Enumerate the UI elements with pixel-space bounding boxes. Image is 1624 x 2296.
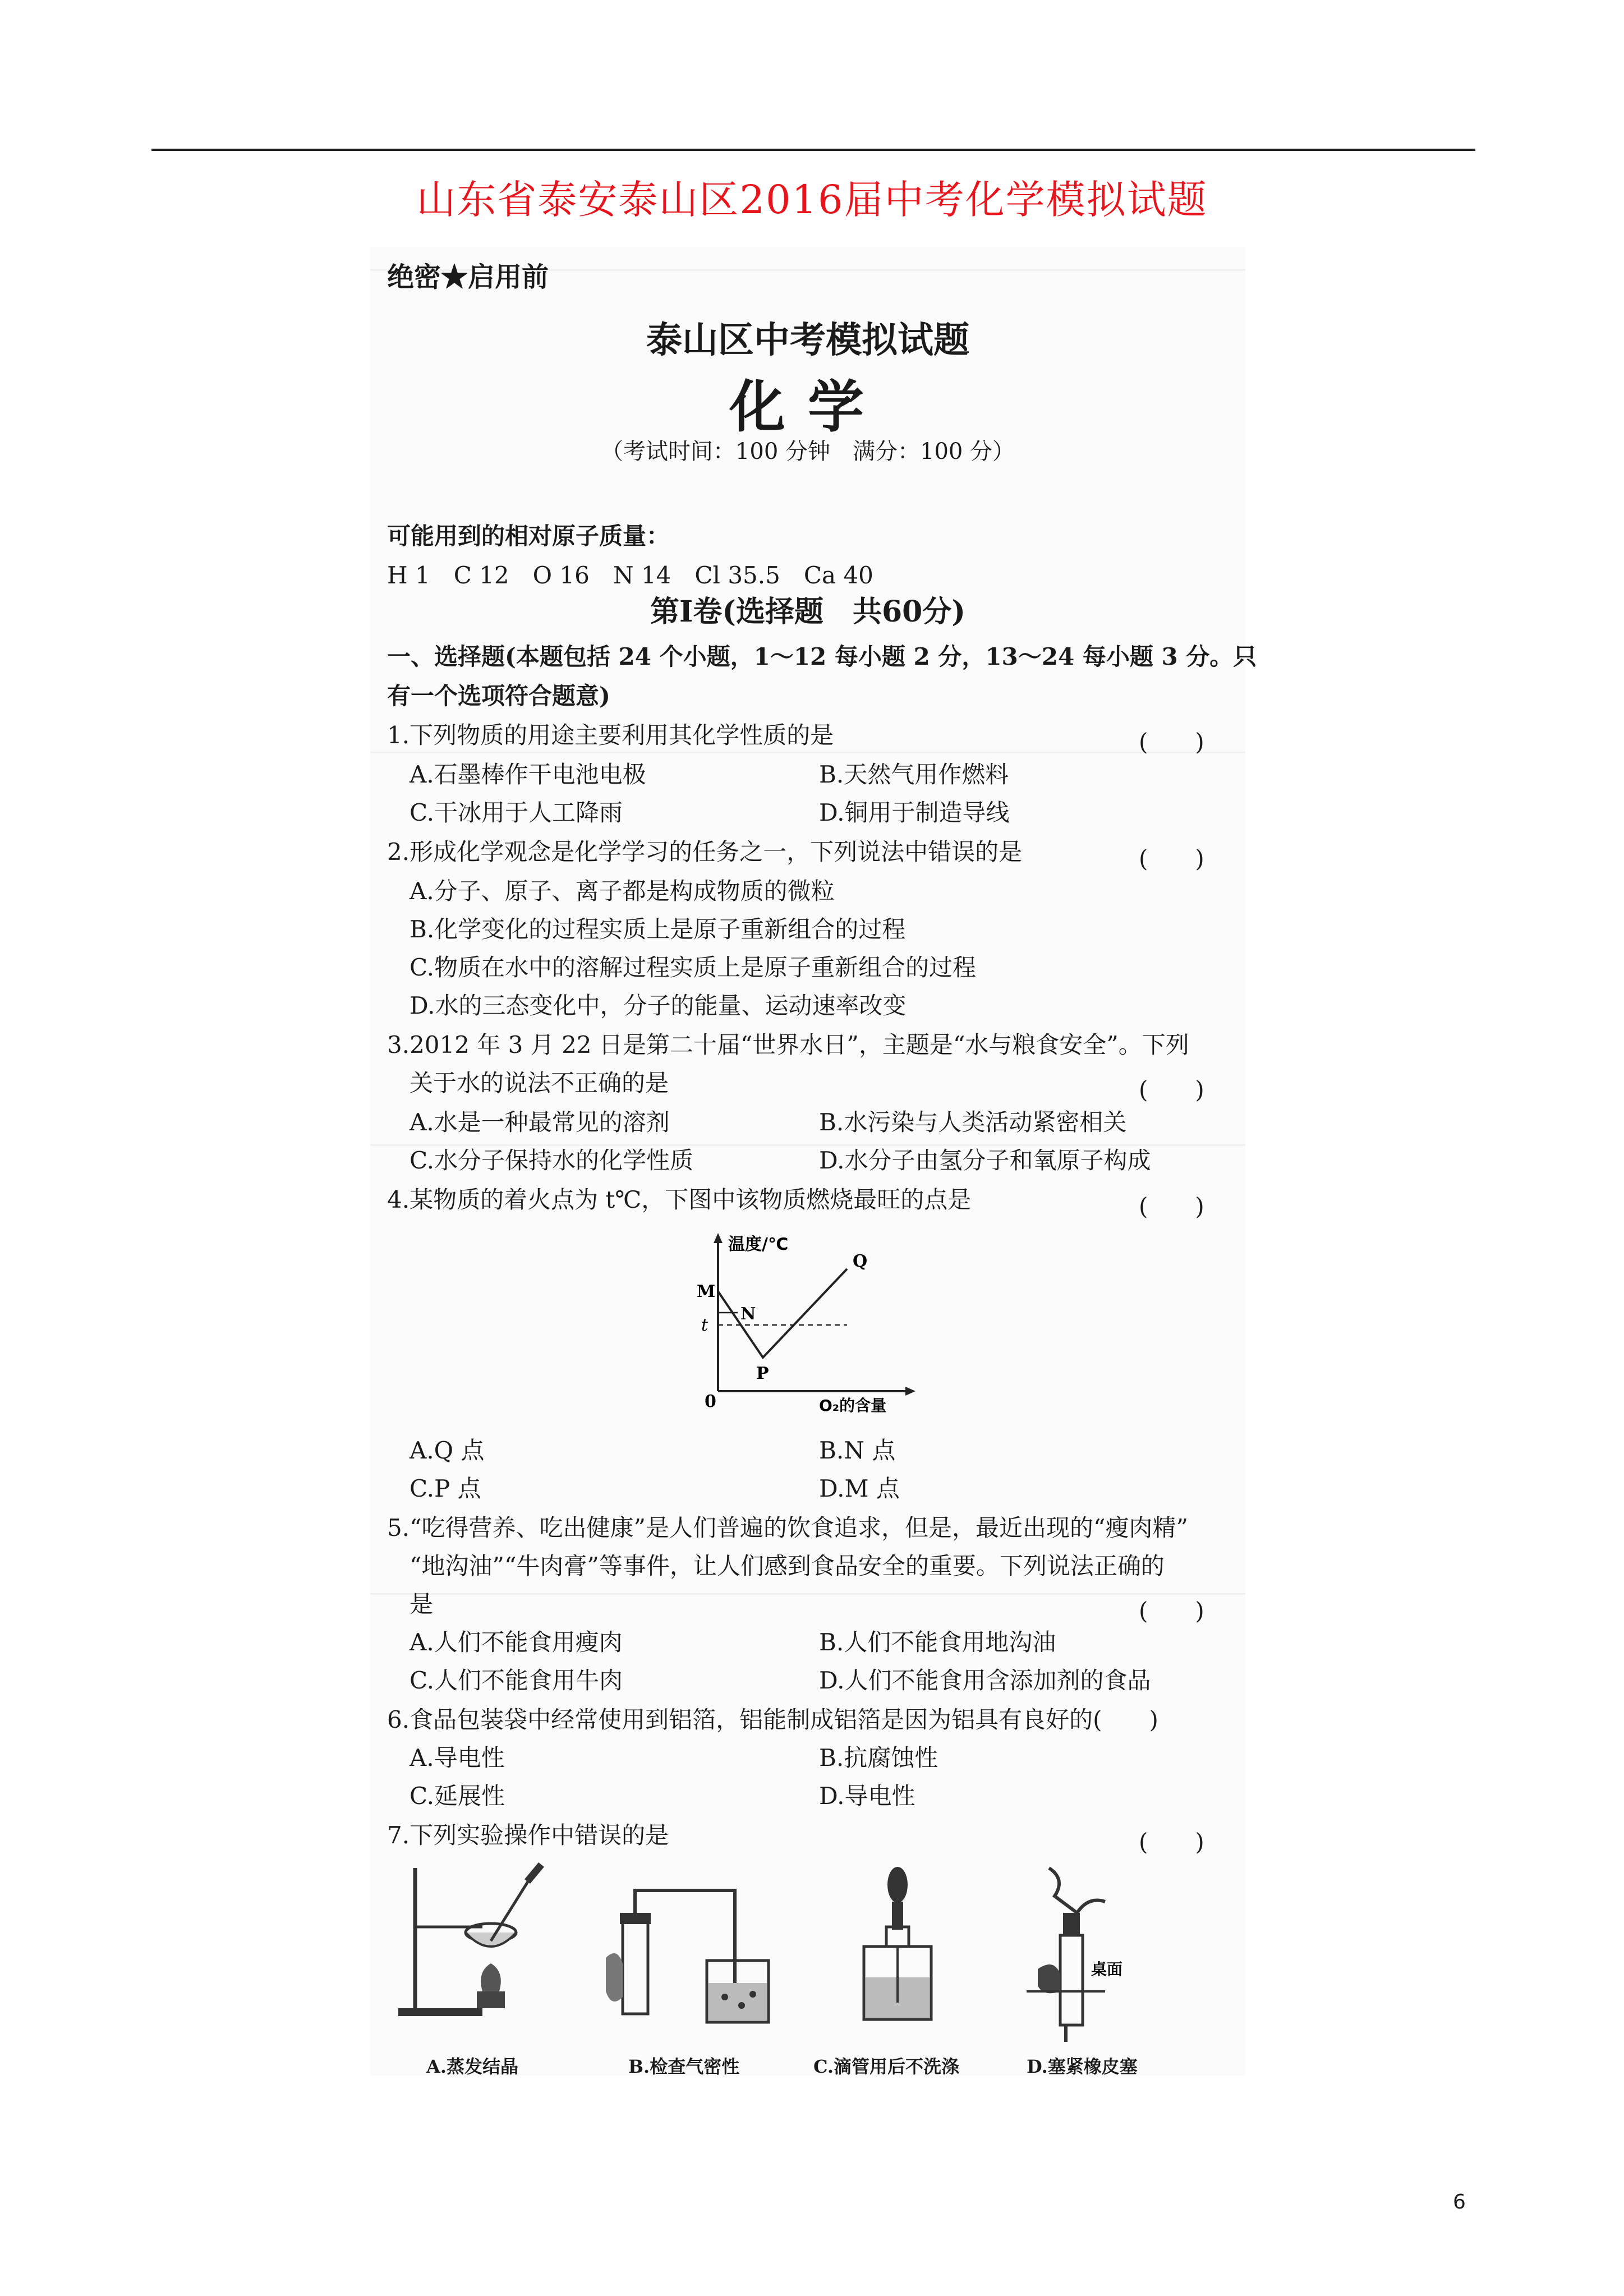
question-4-stem: 4.某物质的着火点为 t℃，下图中该物质燃烧最旺的点是 [387, 1186, 972, 1213]
answer-paren: ( ) [1139, 728, 1204, 756]
paper-title: 泰山区中考模拟试题 [646, 319, 969, 361]
question-1-stem: 1.下列物质的用途主要利用其化学性质的是 [387, 721, 834, 749]
q4-option-b: B.N 点 [819, 1437, 896, 1464]
point-m-label: M [697, 1282, 716, 1301]
q1-option-c: C.干冰用于人工降雨 [410, 799, 623, 826]
exam-info: （考试时间：100 分钟 满分：100 分） [600, 439, 1015, 464]
subject-title: 化学 [729, 374, 886, 440]
origin-label: 0 [705, 1392, 716, 1411]
q6-option-d: D.导电性 [819, 1782, 915, 1810]
instructions-line-2: 有一个选项符合题意) [387, 682, 610, 710]
answer-paren: ( ) [1139, 1828, 1204, 1856]
question-6-stem: 6.食品包装袋中经常使用到铝箔，铝能制成铝箔是因为铝具有良好的( ) [387, 1706, 1158, 1733]
q1-option-a: A.石墨棒作干电池电极 [410, 761, 646, 788]
q4-option-a: A.Q 点 [410, 1437, 485, 1464]
apparatus-c-dropper [813, 1862, 982, 2047]
apparatus-b-airtightness [595, 1862, 808, 2047]
caption-d: D.塞紧橡皮塞 [1027, 2056, 1138, 2077]
question-3-stem-line-1: 3.2012 年 3 月 22 日是第二十届“世界水日”，主题是“水与粮食安全”。下列 [387, 1031, 1189, 1059]
q2-option-b: B.化学变化的过程实质上是原子重新组合的过程 [410, 915, 906, 943]
caption-a: A.蒸发结晶 [426, 2056, 518, 2077]
q6-option-a: A.导电性 [410, 1744, 505, 1772]
question-3-stem-line-2: 关于水的说法不正确的是 [410, 1069, 669, 1097]
x-axis-arrow [905, 1387, 915, 1396]
point-p-label: P [756, 1364, 769, 1383]
question-5-stem-line-1: 5.“吃得营养、吃出健康”是人们普遍的饮食追求，但是，最近出现的“瘦肉精” [387, 1514, 1188, 1542]
q1-option-b: B.天然气用作燃料 [819, 761, 1009, 788]
q5-option-c: C.人们不能食用牛肉 [410, 1667, 623, 1694]
q4-option-c: C.P 点 [410, 1475, 481, 1502]
q4-option-d: D.M 点 [819, 1475, 900, 1502]
question-2-stem: 2.形成化学观念是化学学习的任务之一，下列说法中错误的是 [387, 838, 1023, 866]
temperature-oxygen-graph [684, 1228, 920, 1414]
q5-option-b: B.人们不能食用地沟油 [819, 1628, 1056, 1656]
answer-paren: ( ) [1139, 1076, 1204, 1103]
q1-option-d: D.铜用于制造导线 [819, 799, 1010, 826]
q2-option-d: D.水的三态变化中，分子的能量、运动速率改变 [410, 992, 907, 1019]
q2-option-c: C.物质在水中的溶解过程实质上是原子重新组合的过程 [410, 954, 976, 981]
q3-option-a: A.水是一种最常见的溶剂 [410, 1108, 670, 1136]
atomic-mass-label: 可能用到的相对原子质量： [387, 522, 670, 550]
page-number: 6 [1453, 2191, 1466, 2214]
scanned-exam-page [370, 247, 1257, 2077]
answer-paren: ( ) [1139, 1597, 1204, 1625]
caption-b: B.检查气密性 [628, 2056, 740, 2077]
question-7-stem: 7.下列实验操作中错误的是 [387, 1821, 669, 1849]
apparatus-d-stopper [1004, 1862, 1172, 2047]
q6-option-c: C.延展性 [410, 1782, 505, 1810]
y-axis-arrow [714, 1233, 723, 1243]
question-5-stem-line-3: 是 [410, 1590, 434, 1618]
t-label: t [701, 1315, 709, 1335]
document-title: 山东省泰安泰山区2016届中考化学模拟试题 [416, 177, 1208, 223]
q5-option-a: A.人们不能食用瘦肉 [410, 1628, 623, 1656]
q3-option-c: C.水分子保持水的化学性质 [410, 1147, 693, 1174]
part-title: 第Ⅰ卷(选择题 共60分) [650, 595, 965, 629]
q2-option-a: A.分子、原子、离子都是构成物质的微粒 [410, 877, 835, 905]
q6-option-b: B.抗腐蚀性 [819, 1744, 938, 1772]
instructions-line-1: 一、选择题(本题包括 24 个小题，1～12 每小题 2 分，13～24 每小题 3 分。只 [387, 643, 1257, 670]
caption-c: C.滴管用后不洗涤 [813, 2056, 960, 2077]
q3-option-b: B.水污染与人类活动紧密相关 [819, 1108, 1127, 1136]
point-n-label: N [740, 1304, 756, 1324]
point-q-label: Q [853, 1251, 868, 1271]
x-axis-label: O₂的含量 [819, 1396, 887, 1414]
answer-paren: ( ) [1139, 1193, 1204, 1220]
header-rule [151, 149, 1475, 151]
q5-option-d: D.人们不能食用含添加剂的食品 [819, 1667, 1151, 1694]
desk-label: 桌面 [1091, 1960, 1123, 1978]
question-5-stem-line-2: “地沟油”“牛肉膏”等事件，让人们感到食品安全的重要。下列说法正确的 [410, 1552, 1165, 1580]
confidential-mark: 绝密★启用前 [387, 261, 549, 293]
atomic-mass-values: H 1 C 12 O 16 N 14 Cl 35.5 Ca 40 [387, 562, 873, 589]
apparatus-a-evaporation [393, 1862, 595, 2047]
answer-paren: ( ) [1139, 845, 1204, 872]
y-axis-label: 温度/℃ [728, 1235, 789, 1254]
q3-option-d: D.水分子由氢分子和氧原子构成 [819, 1147, 1151, 1174]
